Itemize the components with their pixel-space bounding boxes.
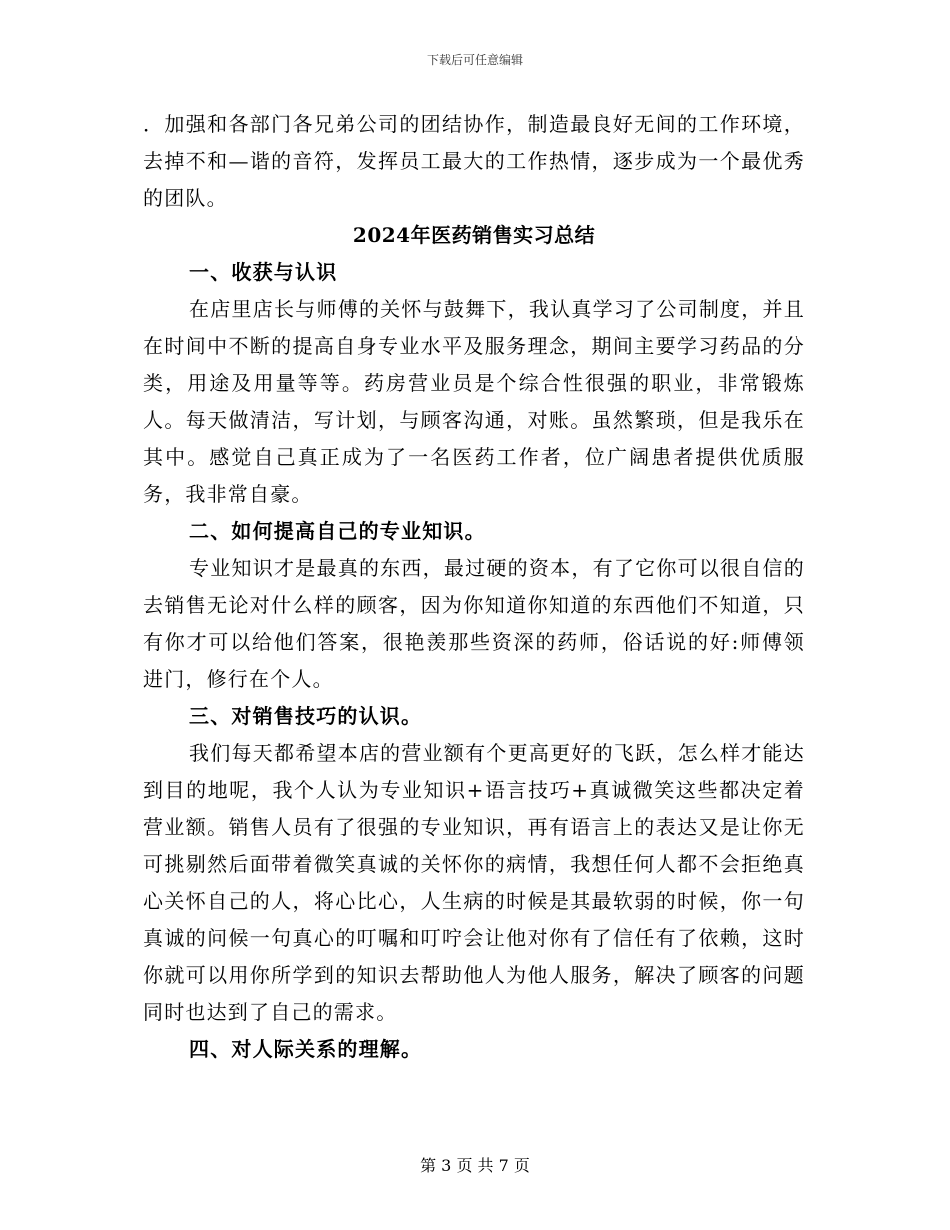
section-paragraph-1: 在店里店长与师傅的关怀与鼓舞下，我认真学习了公司制度，并且在时间中不断的提高自身专业水平及服务理念，期间主要学习药品的分类，用途及用量等等。药房营业员是个综合性很强的职业，非常锻炼人。每天做清洁，写计划，与顾客沟通，对账。虽然繁琐，但是我乐在其中。感觉自己真正成为了一名医药工作者，位广阔患者提供优质服务，我非常自豪。: [143, 297, 805, 506]
section-heading-1: 一、收获与认识: [189, 260, 338, 284]
section-heading-2: 二、如何提高自己的专业知识。: [189, 519, 486, 543]
section-heading-3: 三、对销售技巧的认识。: [189, 704, 423, 728]
document-body: [143, 106, 805, 1068]
section-heading-4: 四、对人际关系的理解。: [189, 1037, 423, 1061]
page-header: 下载后可任意编辑: [426, 53, 523, 67]
intro-paragraph: ．加强和各部门各兄弟公司的团结协作，制造最良好无间的工作环境，去掉不和—谐的音符，发挥员工最大的工作热情，逐步成为一个最优秀的团队。: [143, 112, 805, 210]
section-paragraph-2: 专业知识才是最真的东西，最过硬的资本，有了它你可以很自信的去销售无论对什么样的顾客，因为你知道你知道的东西他们不知道，只有你才可以给他们答案，很艳羡那些资深的药师，俗话说的好:师傅领进门，修行在个人。: [143, 556, 805, 691]
document-title: 2024年医药销售实习总结: [352, 223, 596, 247]
page-number: 第 3 页 共 7 页: [420, 1156, 530, 1175]
section-paragraph-3: 我们每天都希望本店的营业额有个更高更好的飞跃，怎么样才能达到目的地呢，我个人认为专业知识+语言技巧+真诚微笑这些都决定着营业额。销售人员有了很强的专业知识，再有语言上的表达又是让你无可挑剔然后面带着微笑真诚的关怀你的病情，我想任何人都不会拒绝真心关怀自己的人，将心比心，人生病的时候是其最软弱的时候，你一句真诚的问候一句真心的叮嘱和叮咛会让他对你有了信任有了依赖，这时你就可以用你所学到的知识去帮助他人为他人服务，解决了顾客的问题同时也达到了自己的需求。: [143, 741, 805, 1024]
